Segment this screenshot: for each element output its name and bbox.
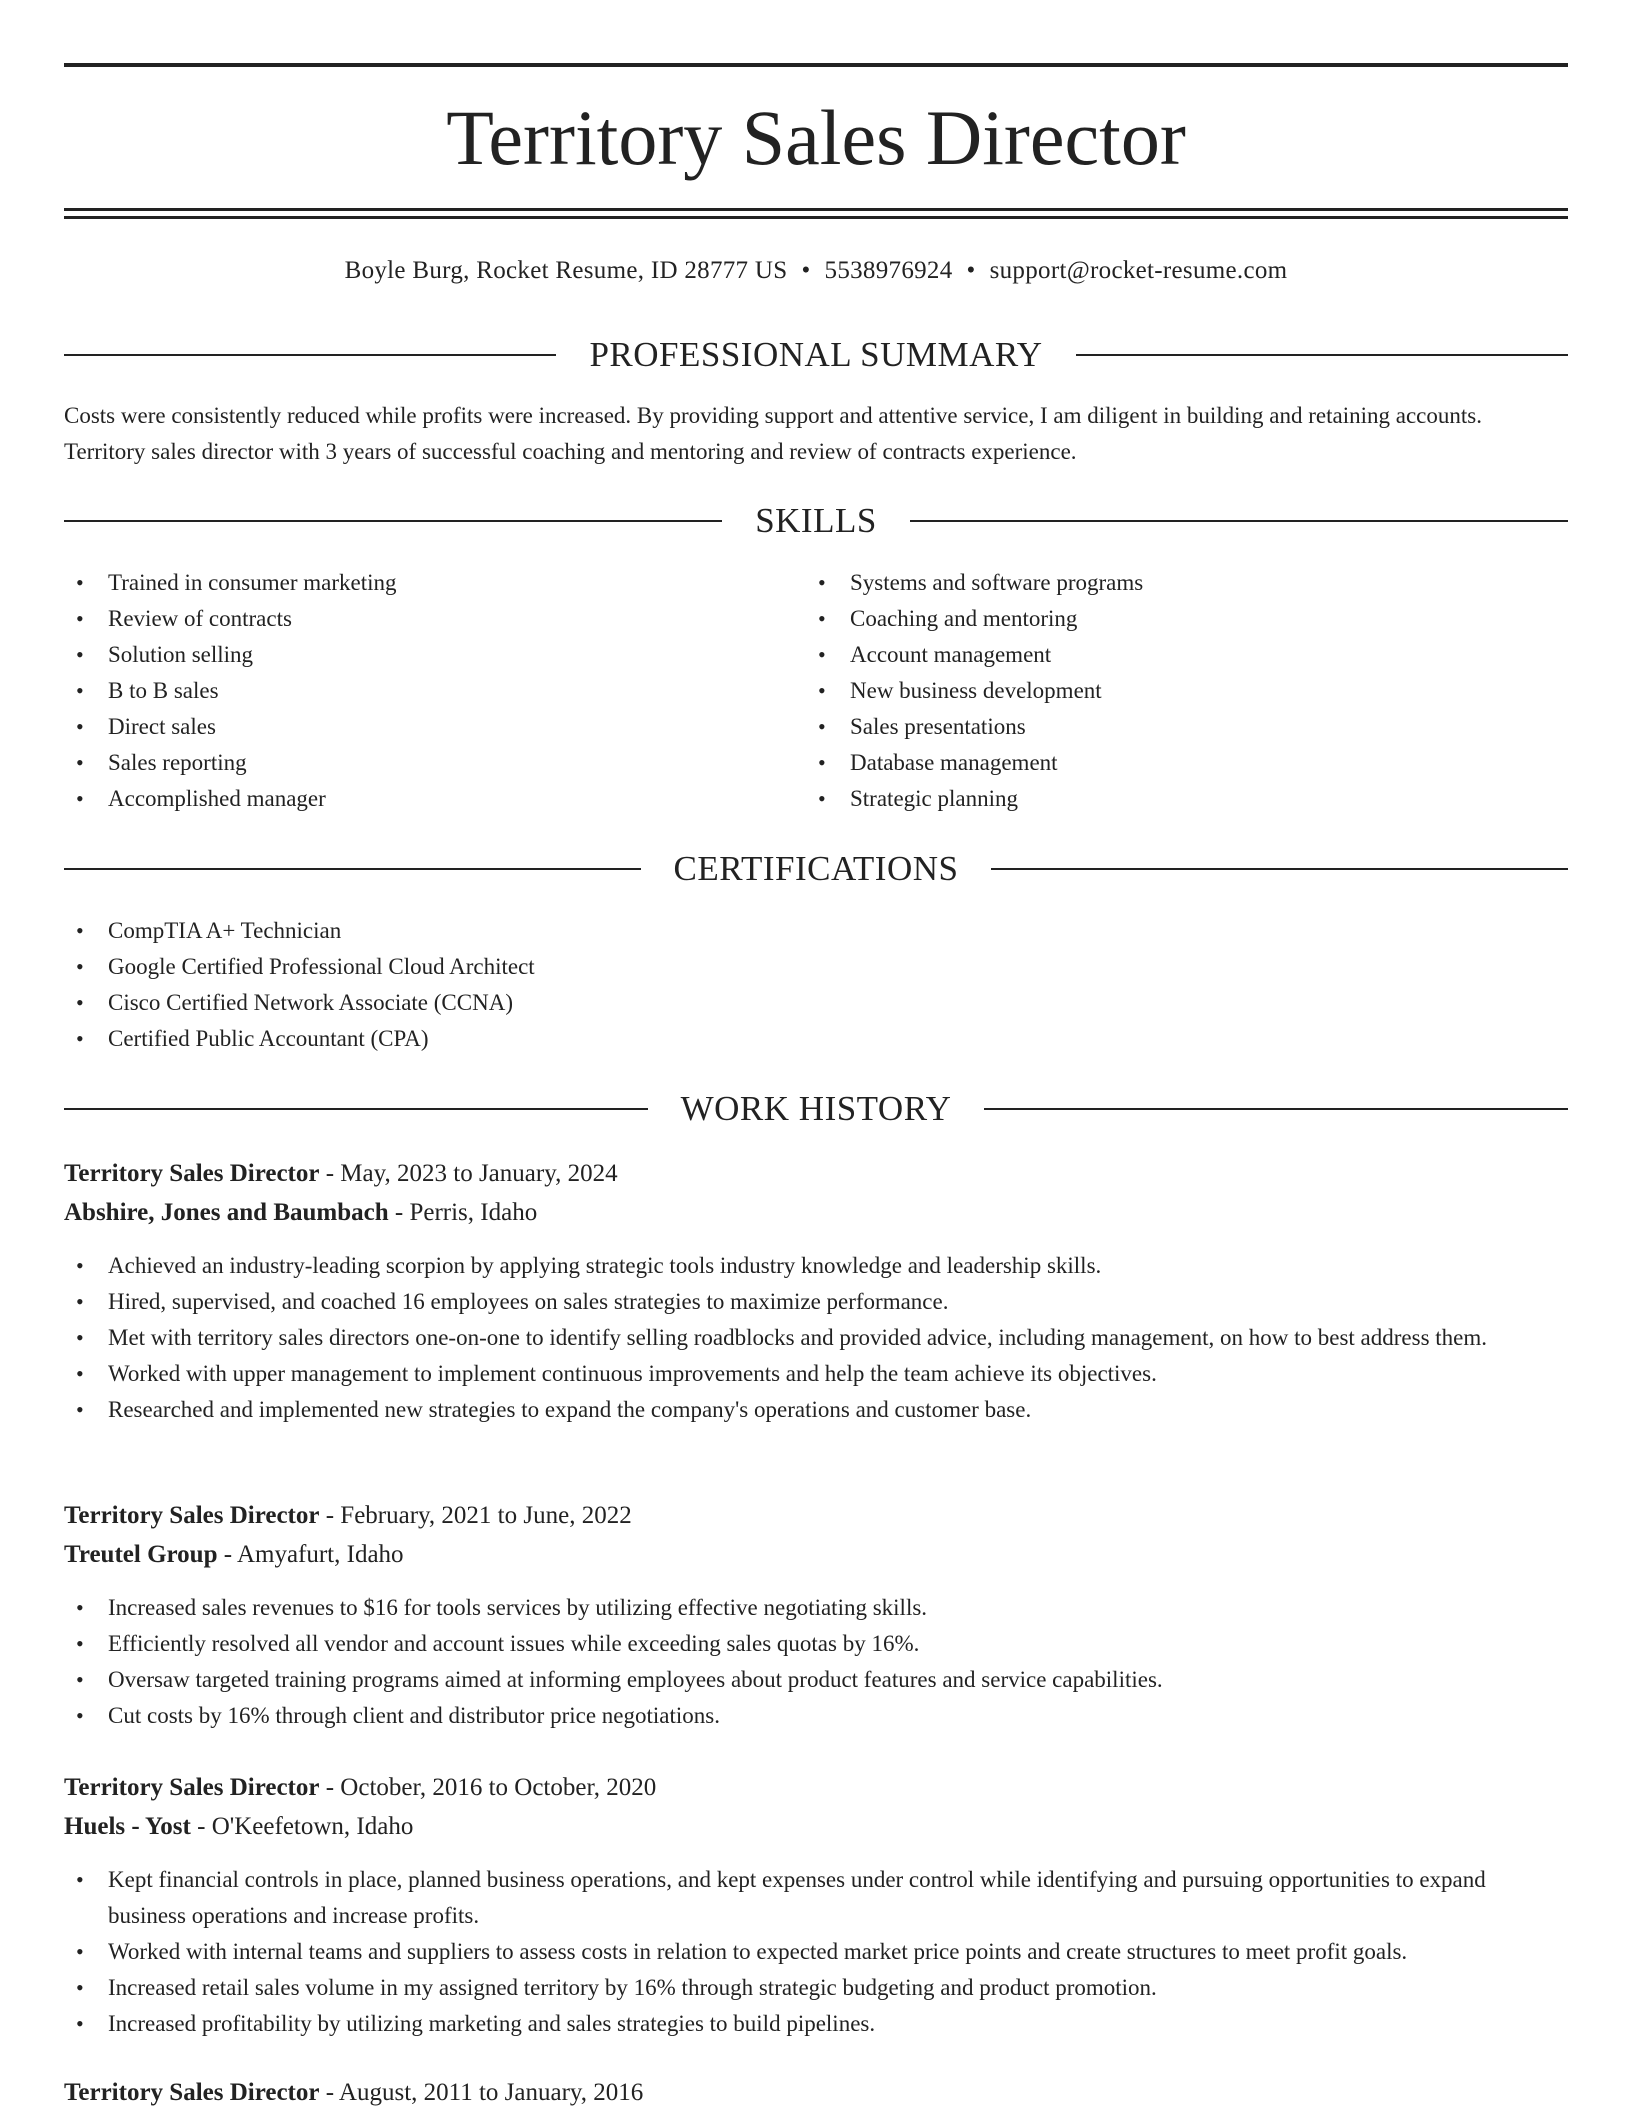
certification-item: • CompTIA A+ Technician [64, 913, 1568, 949]
heading-rule [984, 1108, 1568, 1110]
heading-rule [991, 868, 1568, 870]
skills-list-left [64, 565, 764, 817]
contact-line [64, 254, 1568, 288]
job-bullet: • Cut costs by 16% through client and distributor price negotiations. [64, 1698, 1568, 1734]
job-title-line [64, 1496, 1568, 1535]
skill-item: • Sales presentations [806, 709, 1506, 745]
job-bullet: • Hired, supervised, and coached 16 employees on sales strategies to maximize performance. [64, 1284, 1568, 1320]
skill-item: • Systems and software programs [806, 565, 1506, 601]
job-company: Abshire, Jones and Baumbach [64, 1199, 389, 1226]
job-dates: February, 2021 to June, 2022 [340, 1502, 632, 1529]
job-bullet: • Met with territory sales directors one-on-one to identify selling roadblocks and provided advice, including management, on how to best address them. [64, 1320, 1568, 1356]
job-dates: October, 2016 to October, 2020 [340, 1774, 657, 1801]
double-rule [64, 208, 1568, 219]
skill-item: • Strategic planning [806, 781, 1506, 817]
dash: - [223, 1541, 233, 1568]
certifications-title: CERTIFICATIONS [673, 849, 959, 888]
job-bullet: • Researched and implemented new strategies to expand the company's operations and customer base. [64, 1392, 1568, 1428]
job-dates: May, 2023 to January, 2024 [340, 1160, 618, 1187]
job-bullet: • Increased sales revenues to $16 for tools services by utilizing effective negotiating skills. [64, 1590, 1568, 1626]
dash: - [325, 2079, 335, 2106]
job-title-line [64, 2073, 1568, 2112]
job-bullets [64, 1248, 1568, 1428]
dash: - [325, 1160, 335, 1187]
candidate-name: Territory Sales Director [446, 94, 1186, 181]
job-company-line [64, 1193, 1568, 1232]
job-bullets [64, 1590, 1568, 1734]
heading-rule [64, 1108, 648, 1110]
summary-heading [64, 333, 1568, 377]
dash: - [325, 1502, 335, 1529]
heading-rule [1076, 354, 1568, 356]
contact-separator: • [966, 257, 976, 284]
header [64, 90, 1568, 186]
job-company: Huels - Yost [64, 1813, 191, 1840]
job-entry [64, 1768, 1568, 1846]
job-bullet: • Kept financial controls in place, planned business operations, and kept expenses under control while identifying and pursuing opportunities to expand business operations and increase profits. [64, 1862, 1568, 1934]
heading-rule [64, 868, 641, 870]
skill-item: • Sales reporting [64, 745, 764, 781]
certification-item: • Cisco Certified Network Associate (CCNA) [64, 985, 1568, 1021]
contact-email[interactable]: support@rocket-resume.com [989, 257, 1288, 284]
skill-item: • Coaching and mentoring [806, 601, 1506, 637]
job-entry [64, 1496, 1568, 1574]
skills-title: SKILLS [755, 501, 877, 540]
skill-item: • Solution selling [64, 637, 764, 673]
job-bullet: • Increased retail sales volume in my assigned territory by 16% through strategic budgeting and product promotion. [64, 1970, 1568, 2006]
job-bullet: • Efficiently resolved all vendor and account issues while exceeding sales quotas by 16%. [64, 1626, 1568, 1662]
job-title: Territory Sales Director [64, 1774, 320, 1801]
certification-item: • Google Certified Professional Cloud Architect [64, 949, 1568, 985]
heading-rule [910, 520, 1568, 522]
summary-title: PROFESSIONAL SUMMARY [589, 335, 1043, 374]
dash: - [394, 1199, 404, 1226]
contact-phone: 5538976924 [824, 257, 953, 284]
skill-item: • New business development [806, 673, 1506, 709]
job-bullet: • Achieved an industry-leading scorpion by applying strategic tools industry knowledge and leadership skills. [64, 1248, 1568, 1284]
summary-text: Costs were consistently reduced while profits were increased. By providing support and attentive service, I am diligent in building and retaining accounts. Territory sales director with 3 years of successful coaching and mentoring and review of contracts experience. [64, 403, 1482, 464]
heading-rule [64, 520, 722, 522]
job-company: Treutel Group [64, 1541, 218, 1568]
skill-item: • Database management [806, 745, 1506, 781]
job-location: O'Keefetown, Idaho [211, 1813, 414, 1840]
job-location: Amyafurt, Idaho [236, 1541, 404, 1568]
heading-rule [64, 354, 556, 356]
job-bullet: • Worked with upper management to implement continuous improvements and help the team achieve its objectives. [64, 1356, 1568, 1392]
job-bullets [64, 1862, 1568, 2042]
dash: - [325, 1774, 335, 1801]
skill-item: • Trained in consumer marketing [64, 565, 764, 601]
job-company-line [64, 1535, 1568, 1574]
certifications-list [64, 913, 1568, 1057]
job-dates: August, 2011 to January, 2016 [338, 2079, 644, 2106]
job-location: Perris, Idaho [409, 1199, 538, 1226]
job-company-line [64, 1807, 1568, 1846]
skills-list-right [806, 565, 1506, 817]
dash: - [197, 1813, 206, 1840]
skill-item: • B to B sales [64, 673, 764, 709]
work-history-title: WORK HISTORY [680, 1089, 952, 1128]
skill-item: • Accomplished manager [64, 781, 764, 817]
contact-separator: • [801, 257, 811, 284]
certification-item: • Certified Public Accountant (CPA) [64, 1021, 1568, 1057]
job-title-line [64, 1768, 1568, 1807]
job-entry [64, 2073, 1568, 2112]
job-bullet: • Oversaw targeted training programs aimed at informing employees about product features and service capabilities. [64, 1662, 1568, 1698]
skill-item: • Direct sales [64, 709, 764, 745]
top-rule [64, 63, 1568, 67]
job-title: Territory Sales Director [64, 2079, 320, 2106]
job-bullet: • Increased profitability by utilizing marketing and sales strategies to build pipelines. [64, 2006, 1568, 2042]
skill-item: • Account management [806, 637, 1506, 673]
job-bullet: • Worked with internal teams and suppliers to assess costs in relation to expected market price points and create structures to meet profit goals. [64, 1934, 1568, 1970]
job-title: Territory Sales Director [64, 1502, 320, 1529]
certifications-heading [64, 847, 1568, 891]
work-history-heading [64, 1087, 1568, 1131]
job-entry [64, 1154, 1568, 1232]
job-title: Territory Sales Director [64, 1160, 320, 1187]
skill-item: • Review of contracts [64, 601, 764, 637]
contact-address: Boyle Burg, Rocket Resume, ID 28777 US [344, 257, 788, 284]
skills-heading [64, 499, 1568, 543]
job-title-line [64, 1154, 1568, 1193]
